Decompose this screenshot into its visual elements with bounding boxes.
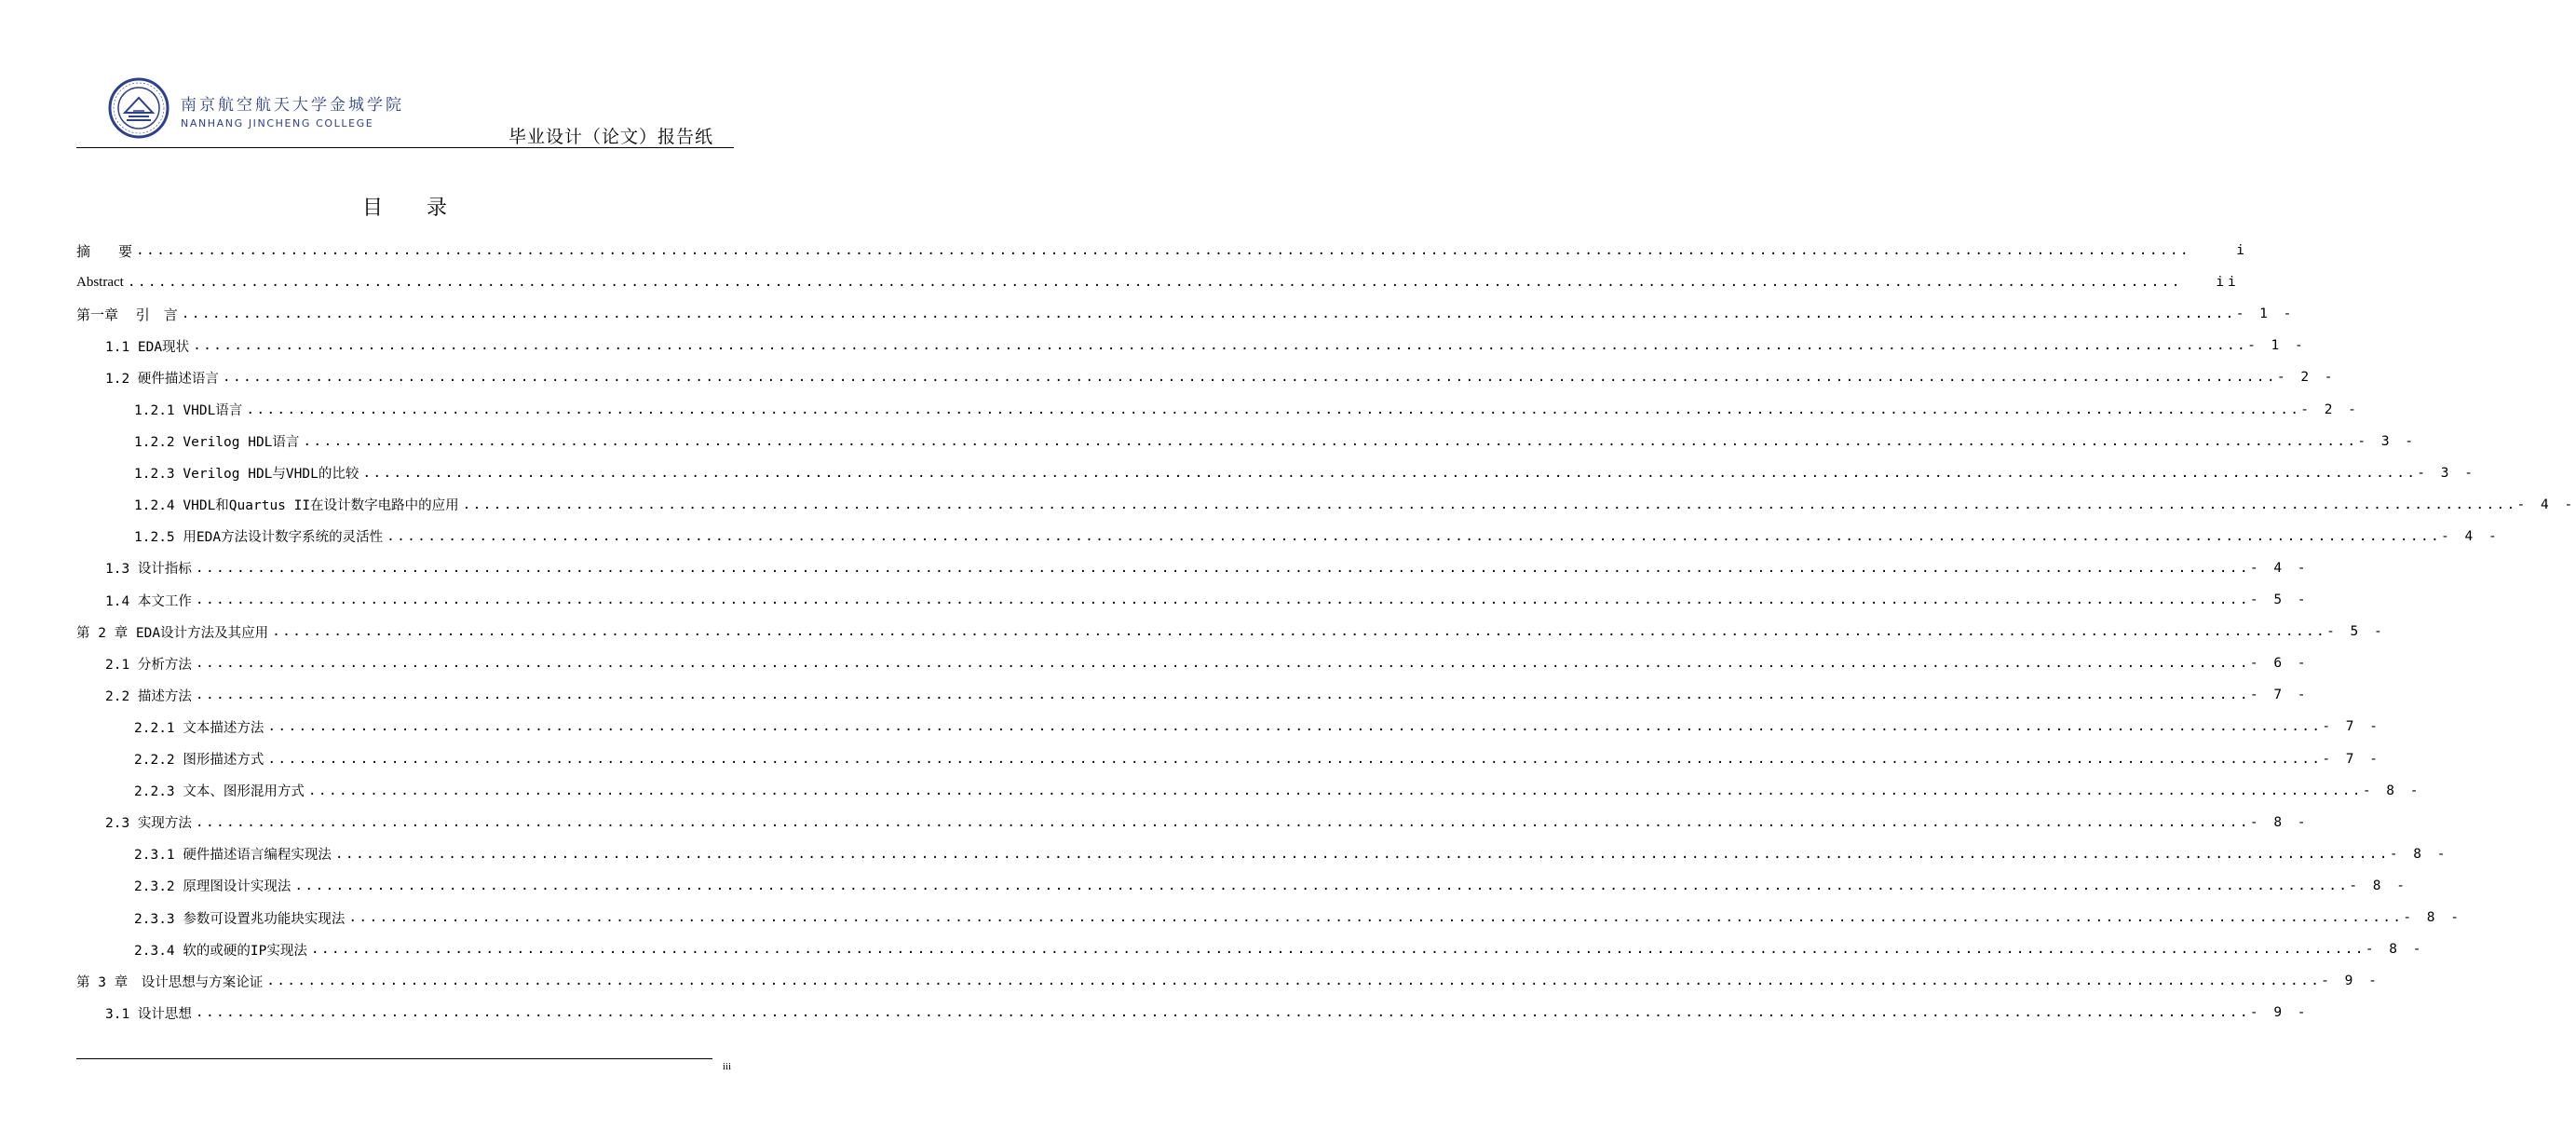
toc-entry[interactable]	[76, 647, 2310, 679]
toc-entry[interactable]	[76, 616, 2386, 647]
toc-entry[interactable]	[76, 965, 2380, 997]
toc-entry[interactable]	[76, 807, 2310, 838]
toc-entry-page: - 7 -	[2322, 751, 2381, 767]
toc-entry-page: - 5 -	[2249, 592, 2310, 608]
toc-dot-leader: ........................................................................................................................................................................................................	[266, 974, 2322, 989]
toc-entry-label: 1.2.3 Verilog HDL与VHDL的比较	[134, 467, 359, 483]
toc-entry-label: 2.2.3 文本、图形混用方式	[134, 784, 305, 800]
toc-entry[interactable]	[76, 330, 2307, 361]
toc-entry-page: - 3 -	[2417, 465, 2476, 481]
toc-entry-page: - 4 -	[2516, 497, 2576, 512]
toc-entry-label: 2.3.4 软的或硬的IP实现法	[134, 943, 307, 959]
toc-entry-page: - 5 -	[2326, 624, 2386, 640]
page-number: iii	[722, 1061, 731, 1072]
toc-entry-page: - 8 -	[2249, 814, 2310, 830]
toc-dot-leader: ........................................................................................................................................................................................................	[362, 465, 2418, 481]
toc-dot-leader: ........................................................................................................................................................................................................	[348, 910, 2404, 926]
toc-entry-label: 2.1 分析方法	[105, 657, 192, 673]
toc-entry-label: 2.3.2 原理图设计实现法	[134, 879, 291, 895]
toc-entry-page: - 9 -	[2249, 1005, 2310, 1021]
toc-dot-leader: ........................................................................................................................................................................................................	[246, 402, 2301, 417]
toc-entry-page: - 4 -	[2441, 528, 2501, 544]
toc-dot-leader: ........................................................................................................................................................................................................	[195, 1005, 2250, 1021]
toc-entry-label: 1.2.1 VHDL语言	[134, 403, 243, 419]
document-type: 毕业设计（论文）报告纸	[508, 127, 713, 147]
toc-dot-leader: ........................................................................................................................................................................................................	[294, 878, 2350, 893]
toc-entry-page: - 6 -	[2249, 656, 2310, 672]
toc-entry-page: - 8 -	[2365, 942, 2425, 958]
toc-dot-leader: ........................................................................................................................................................................................................	[307, 783, 2363, 798]
page-header	[76, 75, 734, 149]
toc-dot-leader: ........................................................................................................................................................................................................	[267, 751, 2323, 767]
toc-entry-page: - 8 -	[2389, 846, 2449, 862]
toc-entry-label: 1.2.4 VHDL和Quartus II在设计数字电路中的应用	[134, 498, 459, 514]
toc-dot-leader: ........................................................................................................................................................................................................	[272, 624, 2327, 640]
toc-entry-label: 2.2.2 图形描述方式	[134, 753, 264, 769]
toc-dot-leader: ........................................................................................................................................................................................................	[195, 656, 2250, 672]
toc-entry-label: 1.2.2 Verilog HDL语言	[134, 435, 300, 451]
toc-dot-leader: ........................................................................................................................................................................................................	[127, 275, 2182, 291]
page-title: 目 录	[362, 197, 466, 220]
toc-entry-page: - 8 -	[2349, 878, 2408, 893]
toc-dot-leader: ........................................................................................................................................................................................................	[195, 560, 2250, 576]
toc-entry-label: 1.1 EDA现状	[105, 339, 190, 355]
toc-entry[interactable]	[76, 266, 2240, 298]
header-divider	[76, 147, 734, 148]
toc-dot-leader: ........................................................................................................................................................................................................	[334, 846, 2390, 862]
toc-dot-leader: ........................................................................................................................................................................................................	[195, 592, 2250, 608]
toc-entry[interactable]	[76, 298, 2296, 330]
toc-entry[interactable]	[76, 393, 2360, 425]
toc-dot-leader: ........................................................................................................................................................................................................	[303, 433, 2358, 449]
toc-entry[interactable]	[76, 902, 2462, 933]
toc-entry-page: - 7 -	[2249, 688, 2310, 703]
toc-entry-label: 第一章 引 言	[76, 307, 178, 323]
toc-entry[interactable]	[76, 997, 2310, 1028]
toc-dot-leader: ........................................................................................................................................................................................................	[136, 243, 2190, 259]
college-name-en: NANHANG JINCHENG COLLEGE	[181, 117, 374, 129]
college-name-cn: 南京航空航天大学金城学院	[181, 96, 404, 115]
toc-dot-leader: ........................................................................................................................................................................................................	[193, 338, 2248, 354]
toc-entry-label: 2.2.1 文本描述方法	[134, 720, 264, 736]
toc-entry[interactable]	[76, 552, 2310, 584]
toc-entry-label: 2.3.1 硬件描述语言编程实现法	[134, 848, 332, 864]
toc-entry-label: 1.2 硬件描述语言	[105, 371, 219, 387]
toc-entry-page: ii	[2216, 275, 2240, 291]
toc-dot-leader: ........................................................................................................................................................................................................	[267, 719, 2323, 735]
toc-entry-label: Abstract	[76, 274, 124, 290]
toc-entry[interactable]	[76, 489, 2576, 521]
toc-entry[interactable]	[76, 775, 2422, 807]
toc-dot-leader: ........................................................................................................................................................................................................	[195, 688, 2250, 703]
toc-entry[interactable]	[76, 361, 2337, 393]
toc-entry-page: - 1 -	[2247, 338, 2307, 354]
toc-entry-page: - 7 -	[2322, 719, 2381, 735]
toc-dot-leader: ........................................................................................................................................................................................................	[222, 370, 2277, 386]
table-of-contents	[76, 235, 2576, 1028]
toc-entry-page: - 8 -	[2362, 783, 2422, 798]
toc-entry-page: - 9 -	[2321, 974, 2380, 989]
toc-entry[interactable]	[76, 711, 2381, 742]
toc-entry[interactable]	[76, 235, 2248, 266]
toc-dot-leader: ........................................................................................................................................................................................................	[386, 528, 2442, 544]
college-seal-logo	[108, 77, 169, 139]
toc-entry-label: 1.3 设计指标	[105, 562, 192, 578]
toc-dot-leader: ........................................................................................................................................................................................................	[181, 306, 2236, 322]
toc-entry[interactable]	[76, 457, 2476, 489]
toc-entry-label: 1.2.5 用EDA方法设计数字系统的灵活性	[134, 530, 384, 546]
toc-dot-leader: ........................................................................................................................................................................................................	[462, 497, 2517, 512]
toc-entry-page: i	[2236, 243, 2248, 259]
toc-entry-label: 1.4 本文工作	[105, 593, 192, 609]
toc-entry-page: - 8 -	[2403, 910, 2462, 926]
footer-divider	[76, 1058, 712, 1059]
toc-entry-label: 2.3 实现方法	[105, 816, 192, 832]
toc-entry[interactable]	[76, 743, 2381, 775]
toc-entry-label: 3.1 设计思想	[105, 1006, 192, 1022]
toc-entry-page: - 3 -	[2357, 433, 2418, 449]
toc-entry-label: 2.3.3 参数可设置兆功能块实现法	[134, 911, 346, 927]
toc-entry[interactable]	[76, 870, 2408, 902]
toc-dot-leader: ........................................................................................................................................................................................................	[310, 942, 2366, 958]
toc-dot-leader: ........................................................................................................................................................................................................	[195, 814, 2250, 830]
toc-entry[interactable]	[76, 838, 2449, 870]
toc-entry-label: 第 2 章 EDA设计方法及其应用	[76, 625, 269, 641]
toc-entry-page: - 1 -	[2235, 306, 2296, 322]
college-logo-text	[181, 91, 404, 129]
toc-entry-label: 2.2 描述方法	[105, 688, 192, 704]
toc-entry-page: - 4 -	[2249, 560, 2310, 576]
toc-entry[interactable]	[76, 679, 2310, 711]
toc-entry[interactable]	[76, 426, 2418, 457]
toc-entry[interactable]	[76, 933, 2425, 965]
toc-entry-label: 第 3 章 设计思想与方案论证	[76, 974, 264, 990]
toc-entry[interactable]	[76, 584, 2310, 616]
toc-entry-page: - 2 -	[2276, 370, 2337, 386]
toc-entry-label: 摘 要	[76, 244, 133, 260]
toc-entry-page: - 2 -	[2300, 402, 2360, 417]
toc-entry[interactable]	[76, 521, 2501, 552]
